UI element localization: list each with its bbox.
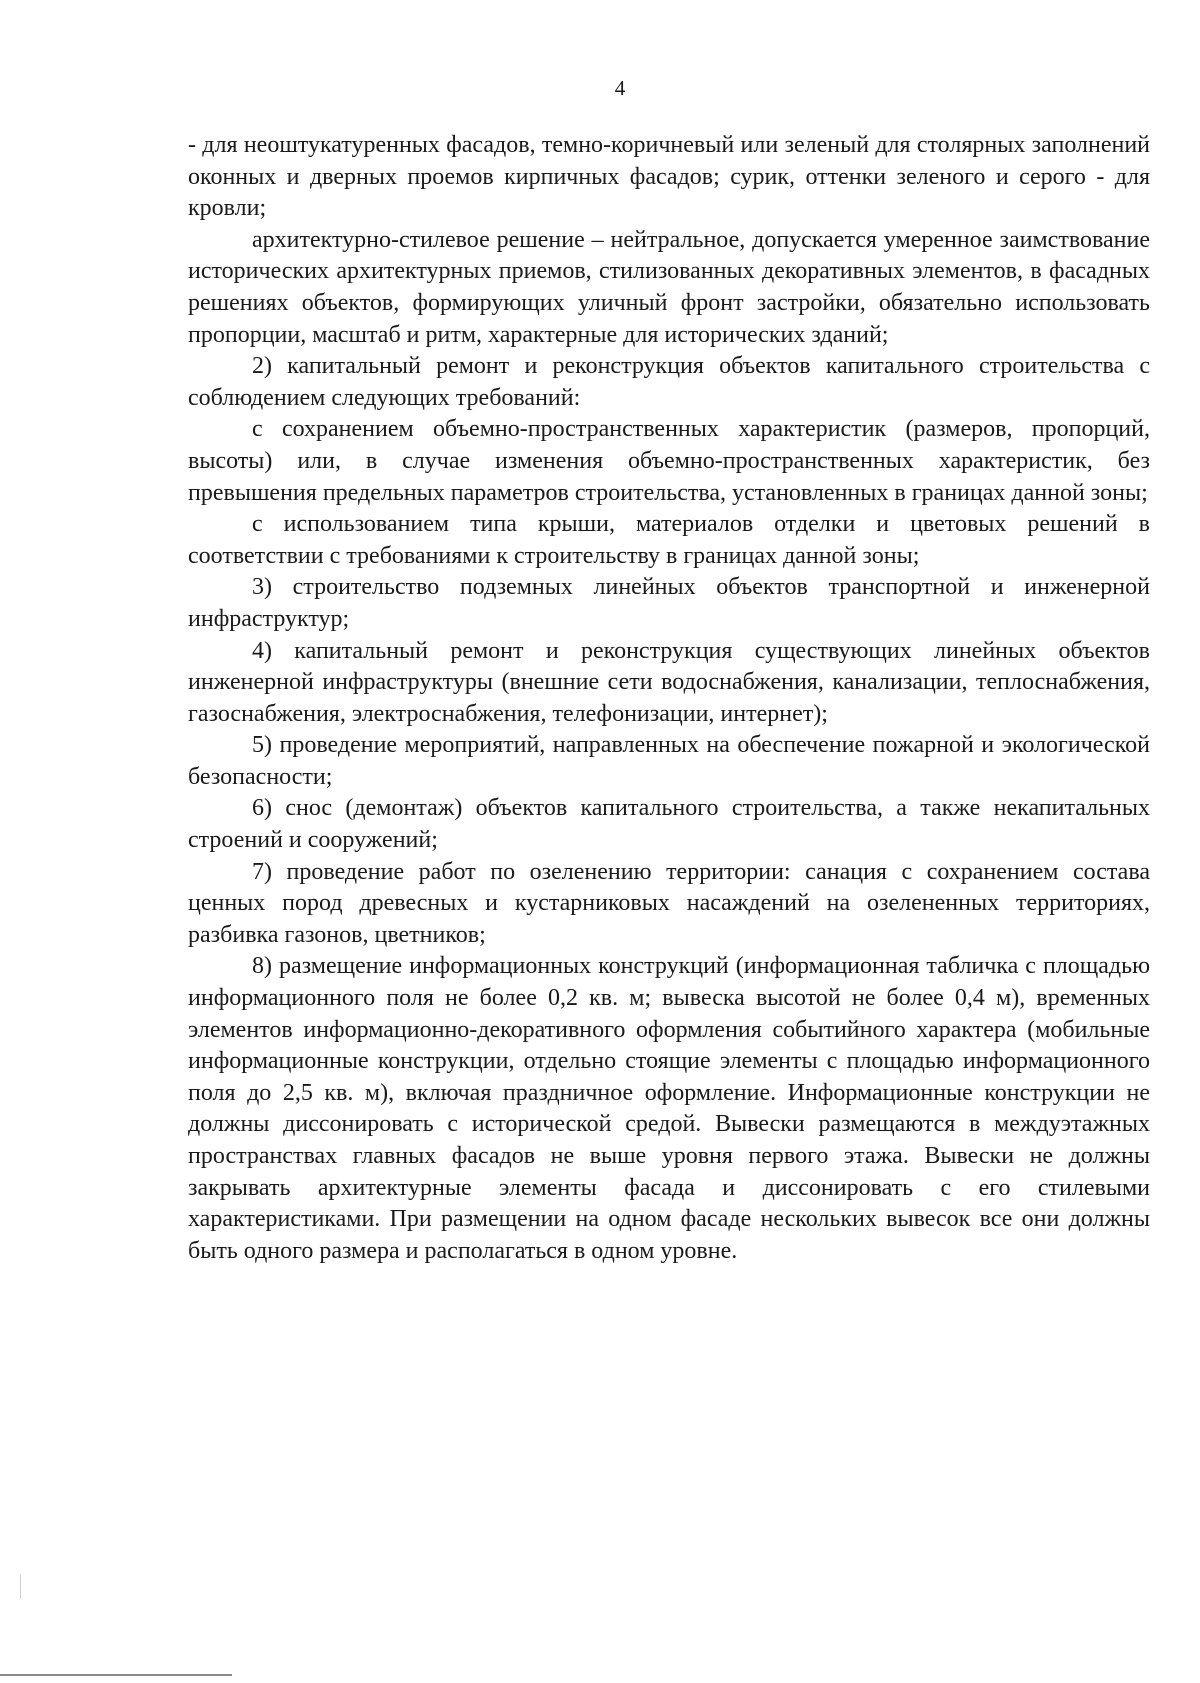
paragraph-volume-preservation: с сохранением объемно-пространственных характеристик (размеров, пропорций, высоты) или, в случае изменения объемно-пространственных характеристик, без превышения предельных параметров строительства, установленных в границах данной зоны; bbox=[188, 416, 1150, 506]
paragraph-item-7: 7) проведение работ по озеленению территории: санация с сохранением состава ценных пород древесных и кустарниковых насаждений на озелененных территориях, разбивка газонов, цветников; bbox=[188, 858, 1150, 948]
paragraph-item-2: 2) капитальный ремонт и реконструкция объектов капитального строительства с соблюдением следующих требований: bbox=[188, 353, 1150, 411]
document-body bbox=[188, 130, 1150, 1267]
paragraph-facade-colors: - для неоштукатуренных фасадов, темно-коричневый или зеленый для столярных заполнений оконных и дверных проемов кирпичных фасадов; сурик, оттенки зеленого и серого - для кровли; bbox=[188, 132, 1150, 222]
paragraph-item-3: 3) строительство подземных линейных объектов транспортной и инженерной инфраструктур; bbox=[188, 574, 1150, 632]
paragraph-item-8: 8) размещение информационных конструкций (информационная табличка с площадью информационного поля не более 0,2 кв. м; вывеска высотой не более 0,4 м), временных элементов информационно-декоративного оформления событийного характера (мобильные информационные конструкции, отдельно стоящие элементы с площадью информационного поля до 2,5 кв. м), включая праздничное оформление. Информационные конструкции не должны диссонировать с исторической средой. Вывески размещаются в междуэтажных пространствах главных фасадов не выше уровня первого этажа. Вывески не должны закрывать архитектурные элементы фасада и диссонировать с его стилевыми характеристиками. При размещении на одном фасаде нескольких вывесок все они должны быть одного размера и располагаться в одном уровне. bbox=[188, 953, 1150, 1264]
bottom-rule bbox=[0, 1674, 232, 1676]
paragraph-item-6: 6) снос (демонтаж) объектов капитального строительства, а также некапитальных строений и сооружений; bbox=[188, 795, 1150, 854]
paragraph-architectural-style: архитектурно-стилевое решение – нейтральное, допускается умеренное заимствование исторических архитектурных приемов, стилизованных декоративных элементов, в фасадных решениях объектов, формирующих уличный фронт застройки, обязательно использовать пропорции, масштаб и ритм, характерные для исторических зданий; bbox=[188, 226, 1150, 348]
margin-scan-mark bbox=[20, 1575, 21, 1599]
paragraph-item-4: 4) капитальный ремонт и реконструкция существующих линейных объектов инженерной инфраструктуры (внешние сети водоснабжения, канализации, теплоснабжения, газоснабжения, электроснабжения, телефонизации, интернет); bbox=[188, 637, 1150, 727]
paragraph-item-5: 5) проведение мероприятий, направленных на обеспечение пожарной и экологической безопасности; bbox=[188, 732, 1150, 790]
paragraph-roof-materials: с использованием типа крыши, материалов отделки и цветовых решений в соответствии с требованиями к строительству в границах данной зоны; bbox=[188, 511, 1150, 569]
page-number: 4 bbox=[614, 76, 626, 100]
